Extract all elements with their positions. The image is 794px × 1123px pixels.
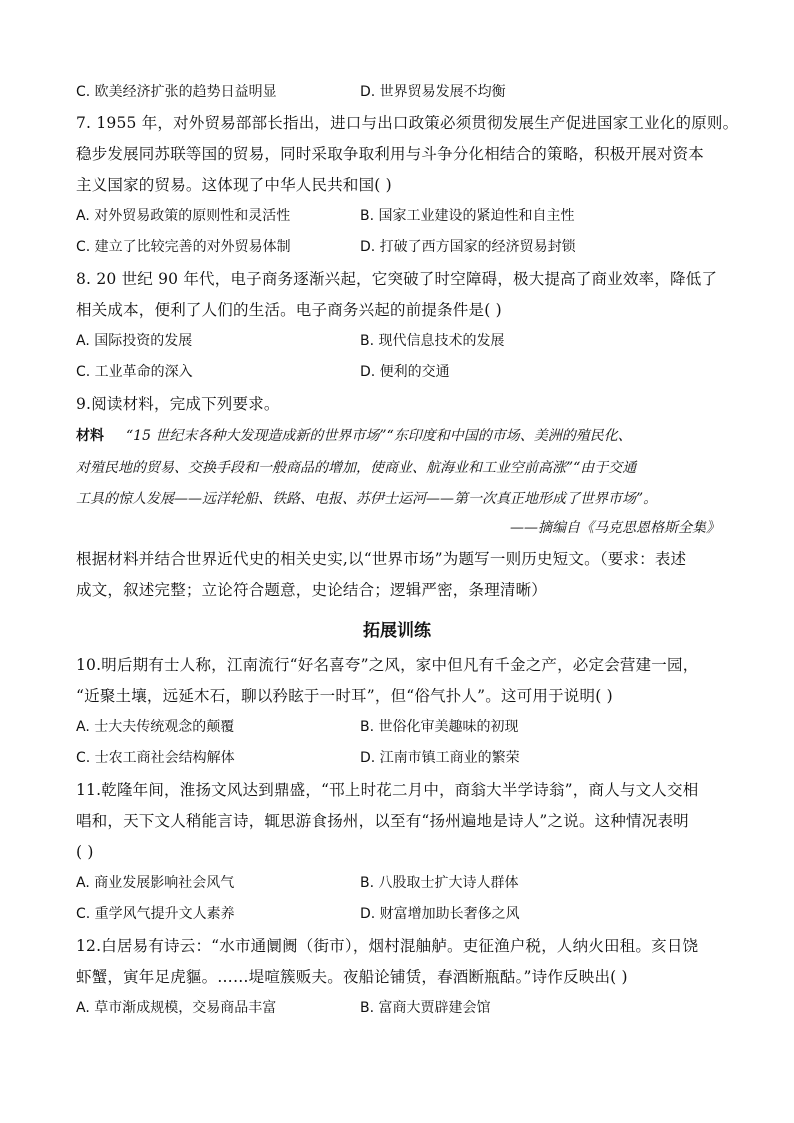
q7-option-b[interactable]: B. 国家工业建设的紧迫性和自主性 (360, 208, 575, 224)
q10-option-d[interactable]: D. 江南市镇工商业的繁荣 (360, 750, 520, 766)
q11-stem-line-1: 11.乾隆年间，淮扬文风达到鼎盛，“邗上时花二月中，商翁大半学诗翁”，商人与文人交相 (76, 781, 699, 799)
q8-option-d[interactable]: D. 便利的交通 (360, 364, 450, 380)
q8-option-b[interactable]: B. 现代信息技术的发展 (360, 333, 505, 349)
q9-stem: 9.阅读材料，完成下列要求。 (76, 395, 280, 413)
q9-requirement-line-2: 成文，叙述完整；立论符合题意，史论结合；逻辑严密，条理清晰） (76, 581, 548, 599)
q9-requirement-line-1: 根据材料并结合世界近代史的相关史实,以“世界市场”为题写一则历史短文。（要求：表述 (76, 550, 687, 568)
q7-option-c[interactable]: C. 建立了比较完善的对外贸易体制 (76, 239, 291, 255)
q7-stem-line-3: 主义国家的贸易。这体现了中华人民共和国( ) (76, 176, 392, 194)
q11-option-d[interactable]: D. 财富增加助长奢侈之风 (360, 906, 520, 922)
q11-option-c[interactable]: C. 重学风气提升文人素养 (76, 906, 235, 922)
q7-stem-line-2: 稳步发展同苏联等国的贸易，同时采取争取利用与斗争分化相结合的策略，积极开展对资本 (76, 145, 705, 163)
q7-option-d[interactable]: D. 打破了西方国家的经济贸易封锁 (360, 239, 576, 255)
q8-option-c[interactable]: C. 工业革命的深入 (76, 364, 193, 380)
q11-stem-line-3: ( ) (76, 843, 94, 861)
q7-option-a[interactable]: A. 对外贸易政策的原则性和灵活性 (76, 208, 291, 224)
q10-stem-line-1: 10.明后期有士人称，江南流行“好名喜夸”之风，家中但凡有千金之产，必定会营建一园， (76, 656, 699, 674)
q10-option-c[interactable]: C. 士农工商社会结构解体 (76, 750, 235, 766)
q12-option-b[interactable]: B. 富商大贾辟建会馆 (360, 1000, 491, 1016)
q8-stem-line-1: 8. 20 世纪 90 年代，电子商务逐渐兴起，它突破了时空障碍，极大提高了商业效率，降低了 (76, 270, 718, 288)
q7-stem-line-1: 7. 1955 年，对外贸易部部长指出，进口与出口政策必须贯彻发展生产促进国家工业化的原则。 (76, 114, 739, 132)
q11-option-b[interactable]: B. 八股取士扩大诗人群体 (360, 875, 519, 891)
q9-material-text-1: “15 世纪末各种大发现造成新的世界市场”“东印度和中国的市场、美洲的殖民化、 (126, 428, 632, 444)
q9-material-label: 材料 (76, 428, 104, 444)
q11-option-a[interactable]: A. 商业发展影响社会风气 (76, 875, 235, 891)
section-title: 拓展训练 (363, 621, 431, 641)
q11-stem-line-2: 唱和，天下文人稍能言诗，辄思游食扬州，以至有“扬州遍地是诗人”之说。这种情况表明 (76, 812, 689, 830)
q10-stem-line-2: “近聚土壤，远延木石，聊以矜眩于一时耳”，但“俗气扑人”。这可用于说明( ) (76, 687, 613, 705)
q9-source: ——摘编自《马克思恩格斯全集》 (510, 520, 720, 536)
q9-material-line-3: 工具的惊人发展——远洋轮船、铁路、电报、苏伊士运河——第一次真正地形成了世界市场”。 (76, 491, 658, 507)
q12-stem-line-1: 12.白居易有诗云：“水市通阛阓（街市），烟村混舳舻。吏征渔户税，人纳火田租。亥日饶 (76, 937, 699, 955)
q12-stem-line-2: 虾蟹，寅年足虎貙。……堤喧簇贩夫。夜船论铺赁，春酒断瓶酤。”诗作反映出( ) (76, 968, 628, 986)
q8-stem-line-2: 相关成本，便利了人们的生活。电子商务兴起的前提条件是( ) (76, 301, 502, 319)
q6-option-c[interactable]: C. 欧美经济扩张的趋势日益明显 (76, 84, 277, 100)
q9-material-line-1 (76, 426, 632, 446)
q10-option-b[interactable]: B. 世俗化审美趣味的初现 (360, 719, 519, 735)
q12-option-a[interactable]: A. 草市渐成规模，交易商品丰富 (76, 1000, 277, 1016)
q8-option-a[interactable]: A. 国际投资的发展 (76, 333, 193, 349)
q6-option-d[interactable]: D. 世界贸易发展不均衡 (360, 84, 506, 100)
q10-option-a[interactable]: A. 士大夫传统观念的颠覆 (76, 719, 235, 735)
q9-material-line-2: 对殖民地的贸易、交换手段和一般商品的增加，使商业、航海业和工业空前高涨”“由于交通 (76, 460, 637, 476)
